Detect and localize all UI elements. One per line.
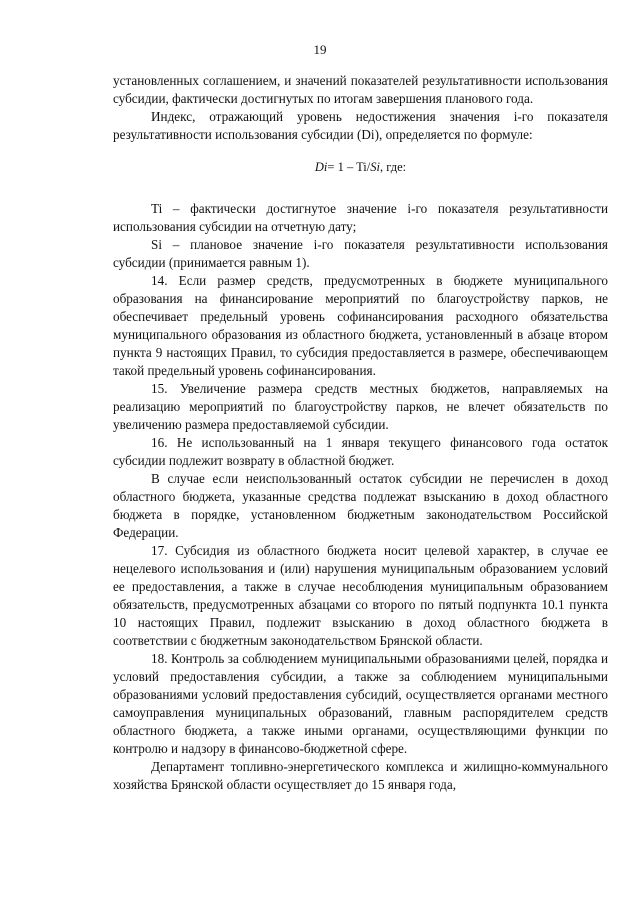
paragraph-si-definition: Si – плановое значение i-го показателя результативности использования субсидии (принимается равным 1). bbox=[113, 237, 608, 270]
formula-equals: = 1 – Ti/ bbox=[327, 160, 371, 174]
paragraph-clause-14: 14. Если размер средств, предусмотренных в бюджете муниципального образования на финансирование мероприятий по благоустройству парков, не обеспечивает предельный уровень софинансирования расходного обязательства муниципального образования из областного бюджета, установленный в абзаце втором пункта 9 настоящих Правил, то субсидия предоставляется в размере, обеспечивающем такой предельный уровень софинансирования. bbox=[113, 273, 608, 378]
paragraph-clause-16-continued: В случае если неиспользованный остаток субсидии не перечислен в доход областного бюджета, указанные средства подлежат взысканию в доход областного бюджета в порядке, установленном бюджетным законодательством Российской Федерации. bbox=[113, 471, 608, 540]
formula bbox=[113, 158, 608, 176]
paragraph-index-definition: Индекс, отражающий уровень недостижения значения i-го показателя результативности использования субсидии (Di), определяется по формуле: bbox=[113, 109, 608, 142]
paragraph-department: Департамент топливно-энергетического комплекса и жилищно-коммунального хозяйства Брянской области осуществляет до 15 января года, bbox=[113, 759, 608, 792]
formula-suffix: , где: bbox=[379, 160, 407, 174]
page-number: 19 bbox=[313, 42, 327, 57]
formula-denominator: Si bbox=[370, 160, 380, 174]
paragraph-ti-definition: Ti – фактически достигнутое значение i-го показателя результативности использования субсидии на отчетную дату; bbox=[113, 201, 608, 234]
document-body bbox=[113, 72, 608, 794]
paragraph-clause-17: 17. Субсидия из областного бюджета носит целевой характер, в случае ее нецелевого использования и (или) нарушения муниципальным образованием условий ее предоставления, а также в случае несоблюдения муниципальным образованием обязательств, предусмотренных абзацами со второго по пятый подпункта 10.1 пункта 10 настоящих Правил, подлежит взысканию в доход областного бюджета в соответствии с бюджетным законодательством Брянской области. bbox=[113, 543, 608, 648]
paragraph-clause-18: 18. Контроль за соблюдением муниципальными образованиями целей, порядка и условий предоставления субсидии, а также за соблюдением муниципальными образованиями условий предоставления субсидий, осуществляется органами местного самоуправления муниципальных образований, главным распорядителем средств областного бюджета, а также иными органами, осуществляющими функции по контролю и надзору в финансово-бюджетной сфере. bbox=[113, 651, 608, 756]
paragraph-continuation: установленных соглашением, и значений показателей результативности использования субсидии, фактически достигнутых по итогам завершения планового года. bbox=[113, 73, 608, 106]
formula-lhs: Di bbox=[314, 160, 328, 174]
paragraph-clause-16: 16. Не использованный на 1 января текущего финансового года остаток субсидии подлежит возврату в областной бюджет. bbox=[113, 435, 608, 468]
paragraph-clause-15: 15. Увеличение размера средств местных бюджетов, направляемых на реализацию мероприятий по благоустройству парков, не влечет обязательств по увеличению размера предоставляемой субсидии. bbox=[113, 381, 608, 432]
